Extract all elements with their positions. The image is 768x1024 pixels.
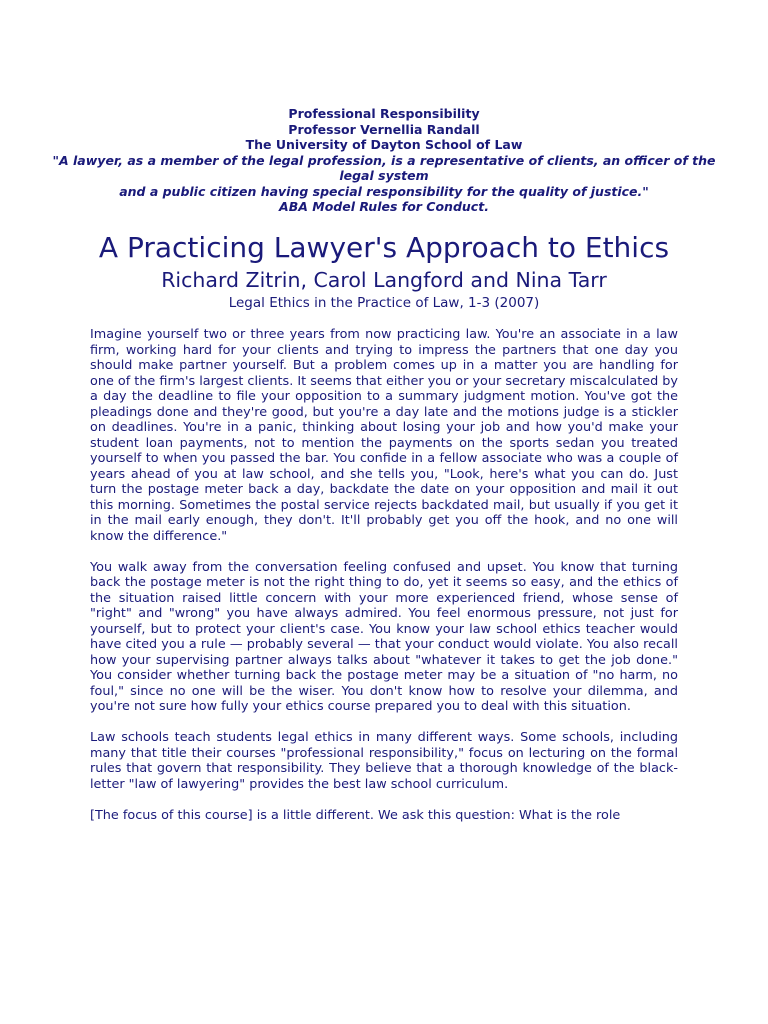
professor-name: Professor Vernellia Randall [288, 121, 480, 137]
article-authors: Richard Zitrin, Carol Langford and Nina Tarr [161, 268, 607, 292]
course-header [40, 106, 728, 215]
aba-quote-line-1: "A lawyer, as a member of the legal profession, is a representative of clients, an officer of the legal system [52, 152, 716, 183]
course-name: Professional Responsibility [288, 106, 480, 121]
body-paragraph: You walk away from the conversation feeling confused and upset. You know that turning back the postage meter is not the right thing to do, yet it seems so easy, and the ethics of the situation raised little concern with your more experienced friend, whose sense of "right" and "wrong" you have always admired. You feel enormous pressure, not just for yourself, but to protect your client's case. You know your law school ethics teacher would have cited you a rule — probably several — that your conduct would violate. You also recall how your supervising partner always talks about "whatever it takes to get the job done." You consider whether turning back the postage meter may be a situation of "no harm, no foul," since no one will be the wiser. You don't know how to resolve your dilemma, and you're not sure how fully your ethics course prepared you to deal with this situation. [90, 559, 678, 714]
article-citation: Legal Ethics in the Practice of Law, 1-3 (2007) [228, 295, 540, 311]
body-paragraph: Law schools teach students legal ethics in many different ways. Some schools, including many that title their courses "professional responsibility," focus on lecturing on the formal rules that govern that responsibility. They believe that a thorough knowledge of the black-letter "law of lawyering" provides the best law school curriculum. [90, 730, 678, 792]
article-body [90, 327, 678, 839]
article-title: A Practicing Lawyer's Approach to Ethics [98, 231, 670, 264]
body-paragraph: Imagine yourself two or three years from now practicing law. You're an associate in a law firm, working hard for your clients and trying to impress the partners that one day you should make partner yourself. But a problem comes up in a matter you are handling for one of the firm's largest clients. It seems that either you or your secretary miscalculated by a day the deadline to file your opposition to a summary judgment motion. You've got the pleadings done and they're good, but you're a day late and the motions judge is a stickler on deadlines. You're in a panic, thinking about losing your job and how you'd make your student loan payments, not to mention the payments on the sports sedan you treated yourself to when you passed the bar. You confide in a fellow associate who was a couple of years ahead of you at law school, and she tells you, "Look, here's what you can do. Just turn the postage meter back a day, backdate the date on your opposition and mail it out this morning. Sometimes the postal service rejects backdated mail, but usually if you get it in the mail early enough, they don't. It'll probably get you off the hook, and no one will know the difference." [90, 327, 678, 544]
body-paragraph: [The focus of this course] is a little different. We ask this question: What is the role [90, 807, 621, 823]
aba-quote-source: ABA Model Rules for Conduct. [279, 199, 489, 214]
school-name: The University of Dayton School of Law [245, 137, 523, 152]
aba-quote-line-2: and a public citizen having special responsibility for the quality of justice." [119, 183, 649, 199]
